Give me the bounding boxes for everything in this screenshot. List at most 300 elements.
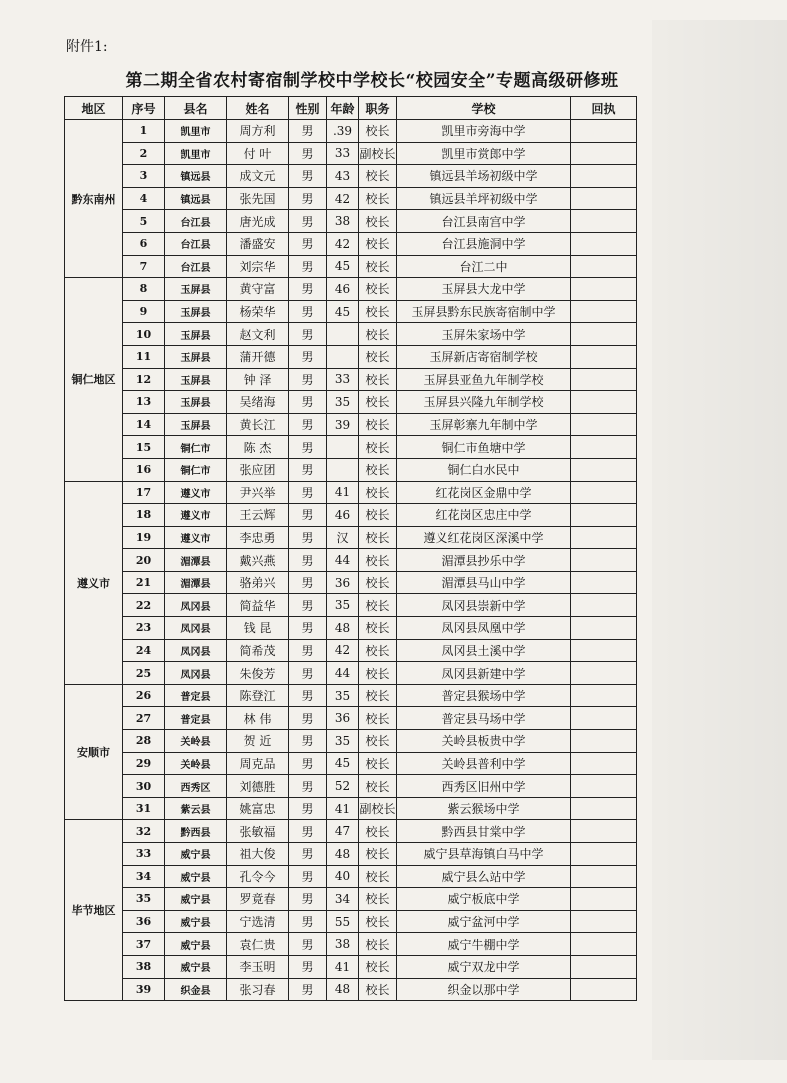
- position-cell: 校长: [359, 730, 397, 753]
- school-cell: 遵义红花岗区深溪中学: [397, 526, 571, 549]
- receipt-cell: [571, 526, 637, 549]
- county-cell: 关岭县: [165, 730, 227, 753]
- name-cell: 戴兴燕: [227, 549, 289, 572]
- school-cell: 铜仁市鱼塘中学: [397, 436, 571, 459]
- position-cell: 校长: [359, 481, 397, 504]
- county-cell: 镇远县: [165, 165, 227, 188]
- school-cell: 威宁盆河中学: [397, 910, 571, 933]
- seq-cell: 4: [123, 187, 165, 210]
- school-cell: 玉屏县大龙中学: [397, 278, 571, 301]
- seq-cell: 10: [123, 323, 165, 346]
- age-cell: 46: [327, 278, 359, 301]
- name-cell: 唐光成: [227, 210, 289, 233]
- seq-cell: 19: [123, 526, 165, 549]
- header-position: 职务: [359, 97, 397, 120]
- seq-cell: 26: [123, 684, 165, 707]
- seq-cell: 13: [123, 391, 165, 414]
- region-cell: 铜仁地区: [65, 278, 123, 481]
- table-row: [65, 820, 637, 843]
- county-cell: 黔西县: [165, 820, 227, 843]
- name-cell: 蒲开德: [227, 345, 289, 368]
- table-row: [65, 210, 637, 233]
- school-cell: 关岭县普利中学: [397, 752, 571, 775]
- receipt-cell: [571, 323, 637, 346]
- county-cell: 凯里市: [165, 120, 227, 143]
- school-cell: 普定县猴场中学: [397, 684, 571, 707]
- county-cell: 织金县: [165, 978, 227, 1001]
- table-row: [65, 187, 637, 210]
- age-cell: 48: [327, 978, 359, 1001]
- age-cell: 44: [327, 662, 359, 685]
- gender-cell: 男: [289, 120, 327, 143]
- receipt-cell: [571, 187, 637, 210]
- county-cell: 台江县: [165, 255, 227, 278]
- county-cell: 玉屏县: [165, 345, 227, 368]
- age-cell: 41: [327, 797, 359, 820]
- header-region: 地区: [65, 97, 123, 120]
- county-cell: 凤冈县: [165, 639, 227, 662]
- county-cell: 威宁县: [165, 865, 227, 888]
- seq-cell: 34: [123, 865, 165, 888]
- age-cell: 40: [327, 865, 359, 888]
- table-row: [65, 684, 637, 707]
- seq-cell: 2: [123, 142, 165, 165]
- gender-cell: 男: [289, 504, 327, 527]
- school-cell: 凤冈县崇新中学: [397, 594, 571, 617]
- seq-cell: 16: [123, 458, 165, 481]
- receipt-cell: [571, 639, 637, 662]
- position-cell: 校长: [359, 504, 397, 527]
- gender-cell: 男: [289, 617, 327, 640]
- gender-cell: 男: [289, 684, 327, 707]
- gender-cell: 男: [289, 594, 327, 617]
- county-cell: 台江县: [165, 210, 227, 233]
- receipt-cell: [571, 865, 637, 888]
- seq-cell: 29: [123, 752, 165, 775]
- gender-cell: 男: [289, 526, 327, 549]
- age-cell: [327, 345, 359, 368]
- position-cell: 校长: [359, 210, 397, 233]
- position-cell: 校长: [359, 458, 397, 481]
- seq-cell: 14: [123, 413, 165, 436]
- receipt-cell: [571, 300, 637, 323]
- table-header-row: [65, 97, 637, 120]
- name-cell: 简希茂: [227, 639, 289, 662]
- region-cell: 毕节地区: [65, 820, 123, 1001]
- seq-cell: 28: [123, 730, 165, 753]
- name-cell: 赵文利: [227, 323, 289, 346]
- receipt-cell: [571, 210, 637, 233]
- receipt-cell: [571, 752, 637, 775]
- age-cell: 33: [327, 368, 359, 391]
- county-cell: 紫云县: [165, 797, 227, 820]
- gender-cell: 男: [289, 458, 327, 481]
- receipt-cell: [571, 933, 637, 956]
- school-cell: 玉屏县兴隆九年制学校: [397, 391, 571, 414]
- school-cell: 威宁双龙中学: [397, 955, 571, 978]
- seq-cell: 36: [123, 910, 165, 933]
- header-name: 姓名: [227, 97, 289, 120]
- gender-cell: 男: [289, 662, 327, 685]
- county-cell: 玉屏县: [165, 368, 227, 391]
- name-cell: 陈 杰: [227, 436, 289, 459]
- school-cell: 凯里市旁海中学: [397, 120, 571, 143]
- age-cell: 36: [327, 571, 359, 594]
- school-cell: 镇远县羊场初级中学: [397, 165, 571, 188]
- position-cell: 校长: [359, 933, 397, 956]
- name-cell: 钟 泽: [227, 368, 289, 391]
- receipt-cell: [571, 662, 637, 685]
- table-row: [65, 955, 637, 978]
- table-row: [65, 255, 637, 278]
- name-cell: 张应团: [227, 458, 289, 481]
- gender-cell: 男: [289, 910, 327, 933]
- receipt-cell: [571, 278, 637, 301]
- county-cell: 西秀区: [165, 775, 227, 798]
- table-row: [65, 843, 637, 866]
- school-cell: 凤冈县土溪中学: [397, 639, 571, 662]
- name-cell: 王云辉: [227, 504, 289, 527]
- age-cell: 41: [327, 955, 359, 978]
- seq-cell: 3: [123, 165, 165, 188]
- county-cell: 玉屏县: [165, 323, 227, 346]
- gender-cell: 男: [289, 639, 327, 662]
- receipt-cell: [571, 797, 637, 820]
- receipt-cell: [571, 910, 637, 933]
- position-cell: 校长: [359, 978, 397, 1001]
- gender-cell: 男: [289, 775, 327, 798]
- age-cell: 39: [327, 413, 359, 436]
- county-cell: 威宁县: [165, 888, 227, 911]
- header-receipt: 回执: [571, 97, 637, 120]
- receipt-cell: [571, 165, 637, 188]
- table-row: [65, 707, 637, 730]
- seq-cell: 18: [123, 504, 165, 527]
- seq-cell: 25: [123, 662, 165, 685]
- name-cell: 潘盛安: [227, 232, 289, 255]
- school-cell: 织金以那中学: [397, 978, 571, 1001]
- name-cell: 刘德胜: [227, 775, 289, 798]
- position-cell: 副校长: [359, 797, 397, 820]
- county-cell: 湄潭县: [165, 571, 227, 594]
- gender-cell: 男: [289, 210, 327, 233]
- receipt-cell: [571, 142, 637, 165]
- gender-cell: 男: [289, 187, 327, 210]
- table-row: [65, 526, 637, 549]
- receipt-cell: [571, 413, 637, 436]
- table-row: [65, 752, 637, 775]
- header-school: 学校: [397, 97, 571, 120]
- county-cell: 凤冈县: [165, 594, 227, 617]
- seq-cell: 9: [123, 300, 165, 323]
- receipt-cell: [571, 391, 637, 414]
- receipt-cell: [571, 730, 637, 753]
- name-cell: 林 伟: [227, 707, 289, 730]
- gender-cell: 男: [289, 797, 327, 820]
- table-row: [65, 278, 637, 301]
- name-cell: 祖大俊: [227, 843, 289, 866]
- gender-cell: 男: [289, 165, 327, 188]
- position-cell: 校长: [359, 345, 397, 368]
- table-row: [65, 730, 637, 753]
- position-cell: 校长: [359, 707, 397, 730]
- receipt-cell: [571, 436, 637, 459]
- name-cell: 周克品: [227, 752, 289, 775]
- region-cell: 黔东南州: [65, 120, 123, 278]
- receipt-cell: [571, 255, 637, 278]
- gender-cell: 男: [289, 413, 327, 436]
- scan-margin-shadow: [652, 20, 787, 1060]
- age-cell: 41: [327, 481, 359, 504]
- school-cell: 威宁县草海镇白马中学: [397, 843, 571, 866]
- school-cell: 凤冈县凤凰中学: [397, 617, 571, 640]
- school-cell: 铜仁白水民中: [397, 458, 571, 481]
- seq-cell: 35: [123, 888, 165, 911]
- seq-cell: 17: [123, 481, 165, 504]
- gender-cell: 男: [289, 481, 327, 504]
- table-row: [65, 865, 637, 888]
- position-cell: 校长: [359, 187, 397, 210]
- age-cell: 42: [327, 232, 359, 255]
- receipt-cell: [571, 549, 637, 572]
- position-cell: 校长: [359, 278, 397, 301]
- table-row: [65, 413, 637, 436]
- table-row: [65, 368, 637, 391]
- table-row: [65, 345, 637, 368]
- gender-cell: 男: [289, 752, 327, 775]
- age-cell: [327, 323, 359, 346]
- age-cell: 35: [327, 391, 359, 414]
- school-cell: 湄潭县马山中学: [397, 571, 571, 594]
- county-cell: 普定县: [165, 684, 227, 707]
- gender-cell: 男: [289, 436, 327, 459]
- name-cell: 周方利: [227, 120, 289, 143]
- age-cell: 38: [327, 933, 359, 956]
- receipt-cell: [571, 120, 637, 143]
- gender-cell: 男: [289, 232, 327, 255]
- seq-cell: 24: [123, 639, 165, 662]
- position-cell: 校长: [359, 910, 397, 933]
- school-cell: 威宁板底中学: [397, 888, 571, 911]
- name-cell: 姚富忠: [227, 797, 289, 820]
- table-row: [65, 933, 637, 956]
- age-cell: 44: [327, 549, 359, 572]
- gender-cell: 男: [289, 345, 327, 368]
- table-row: [65, 639, 637, 662]
- position-cell: 校长: [359, 120, 397, 143]
- gender-cell: 男: [289, 730, 327, 753]
- seq-cell: 23: [123, 617, 165, 640]
- name-cell: 张习春: [227, 978, 289, 1001]
- age-cell: 46: [327, 504, 359, 527]
- county-cell: 遵义市: [165, 481, 227, 504]
- gender-cell: 男: [289, 820, 327, 843]
- position-cell: 校长: [359, 549, 397, 572]
- receipt-cell: [571, 888, 637, 911]
- seq-cell: 37: [123, 933, 165, 956]
- seq-cell: 7: [123, 255, 165, 278]
- position-cell: 校长: [359, 684, 397, 707]
- receipt-cell: [571, 843, 637, 866]
- name-cell: 刘宗华: [227, 255, 289, 278]
- name-cell: 宁选清: [227, 910, 289, 933]
- county-cell: 台江县: [165, 232, 227, 255]
- age-cell: 35: [327, 594, 359, 617]
- age-cell: 35: [327, 684, 359, 707]
- name-cell: 李玉明: [227, 955, 289, 978]
- county-cell: 玉屏县: [165, 391, 227, 414]
- gender-cell: 男: [289, 368, 327, 391]
- school-cell: 红花岗区金鼎中学: [397, 481, 571, 504]
- position-cell: 校长: [359, 662, 397, 685]
- age-cell: 36: [327, 707, 359, 730]
- receipt-cell: [571, 978, 637, 1001]
- county-cell: 遵义市: [165, 526, 227, 549]
- county-cell: 凤冈县: [165, 617, 227, 640]
- county-cell: 威宁县: [165, 910, 227, 933]
- position-cell: 校长: [359, 955, 397, 978]
- position-cell: 校长: [359, 639, 397, 662]
- table-row: [65, 978, 637, 1001]
- age-cell: 45: [327, 255, 359, 278]
- school-cell: 玉屏县亚鱼九年制学校: [397, 368, 571, 391]
- position-cell: 校长: [359, 865, 397, 888]
- receipt-cell: [571, 232, 637, 255]
- table-row: [65, 549, 637, 572]
- school-cell: 湄潭县抄乐中学: [397, 549, 571, 572]
- position-cell: 校长: [359, 436, 397, 459]
- position-cell: 校长: [359, 165, 397, 188]
- table-row: [65, 458, 637, 481]
- gender-cell: 男: [289, 707, 327, 730]
- receipt-cell: [571, 571, 637, 594]
- age-cell: 48: [327, 617, 359, 640]
- school-cell: 台江县南宫中学: [397, 210, 571, 233]
- receipt-cell: [571, 955, 637, 978]
- county-cell: 镇远县: [165, 187, 227, 210]
- gender-cell: 男: [289, 955, 327, 978]
- receipt-cell: [571, 594, 637, 617]
- seq-cell: 33: [123, 843, 165, 866]
- age-cell: 34: [327, 888, 359, 911]
- participant-table: [64, 96, 637, 1001]
- table-row: [65, 775, 637, 798]
- school-cell: 红花岗区忠庄中学: [397, 504, 571, 527]
- position-cell: 校长: [359, 300, 397, 323]
- county-cell: 铜仁市: [165, 458, 227, 481]
- county-cell: 威宁县: [165, 955, 227, 978]
- table-row: [65, 910, 637, 933]
- table-row: [65, 323, 637, 346]
- school-cell: 凯里市赏郎中学: [397, 142, 571, 165]
- county-cell: 湄潭县: [165, 549, 227, 572]
- age-cell: 38: [327, 210, 359, 233]
- seq-cell: 21: [123, 571, 165, 594]
- county-cell: 威宁县: [165, 843, 227, 866]
- table-row: [65, 797, 637, 820]
- table-row: [65, 617, 637, 640]
- receipt-cell: [571, 617, 637, 640]
- seq-cell: 31: [123, 797, 165, 820]
- county-cell: 玉屏县: [165, 413, 227, 436]
- position-cell: 校长: [359, 594, 397, 617]
- age-cell: 52: [327, 775, 359, 798]
- position-cell: 校长: [359, 368, 397, 391]
- gender-cell: 男: [289, 978, 327, 1001]
- school-cell: 玉屏朱家场中学: [397, 323, 571, 346]
- seq-cell: 27: [123, 707, 165, 730]
- name-cell: 孔令今: [227, 865, 289, 888]
- county-cell: 普定县: [165, 707, 227, 730]
- position-cell: 校长: [359, 255, 397, 278]
- receipt-cell: [571, 775, 637, 798]
- position-cell: 校长: [359, 571, 397, 594]
- position-cell: 校长: [359, 820, 397, 843]
- gender-cell: 男: [289, 865, 327, 888]
- position-cell: 校长: [359, 888, 397, 911]
- name-cell: 付 叶: [227, 142, 289, 165]
- gender-cell: 男: [289, 549, 327, 572]
- county-cell: 玉屏县: [165, 300, 227, 323]
- age-cell: 33: [327, 142, 359, 165]
- name-cell: 成文元: [227, 165, 289, 188]
- table-row: [65, 662, 637, 685]
- seq-cell: 8: [123, 278, 165, 301]
- age-cell: 48: [327, 843, 359, 866]
- school-cell: 威宁牛棚中学: [397, 933, 571, 956]
- name-cell: 尹兴举: [227, 481, 289, 504]
- region-cell: 遵义市: [65, 481, 123, 684]
- receipt-cell: [571, 684, 637, 707]
- county-cell: 威宁县: [165, 933, 227, 956]
- receipt-cell: [571, 707, 637, 730]
- seq-cell: 22: [123, 594, 165, 617]
- table-row: [65, 300, 637, 323]
- age-cell: 35: [327, 730, 359, 753]
- table-row: [65, 504, 637, 527]
- seq-cell: 38: [123, 955, 165, 978]
- school-cell: 玉屏彰寨九年制中学: [397, 413, 571, 436]
- position-cell: 副校长: [359, 142, 397, 165]
- gender-cell: 男: [289, 255, 327, 278]
- gender-cell: 男: [289, 843, 327, 866]
- receipt-cell: [571, 504, 637, 527]
- age-cell: 55: [327, 910, 359, 933]
- name-cell: 吴绪海: [227, 391, 289, 414]
- gender-cell: 男: [289, 933, 327, 956]
- table-row: [65, 888, 637, 911]
- name-cell: 陈登江: [227, 684, 289, 707]
- school-cell: 紫云猴场中学: [397, 797, 571, 820]
- school-cell: 关岭县板贵中学: [397, 730, 571, 753]
- table-row: [65, 232, 637, 255]
- gender-cell: 男: [289, 571, 327, 594]
- position-cell: 校长: [359, 391, 397, 414]
- gender-cell: 男: [289, 142, 327, 165]
- age-cell: 43: [327, 165, 359, 188]
- gender-cell: 男: [289, 391, 327, 414]
- header-seq: 序号: [123, 97, 165, 120]
- name-cell: 黄长江: [227, 413, 289, 436]
- name-cell: 张先国: [227, 187, 289, 210]
- gender-cell: 男: [289, 888, 327, 911]
- region-cell: 安顺市: [65, 684, 123, 820]
- table-row: [65, 571, 637, 594]
- seq-cell: 32: [123, 820, 165, 843]
- school-cell: 台江县施洞中学: [397, 232, 571, 255]
- position-cell: 校长: [359, 232, 397, 255]
- position-cell: 校长: [359, 413, 397, 436]
